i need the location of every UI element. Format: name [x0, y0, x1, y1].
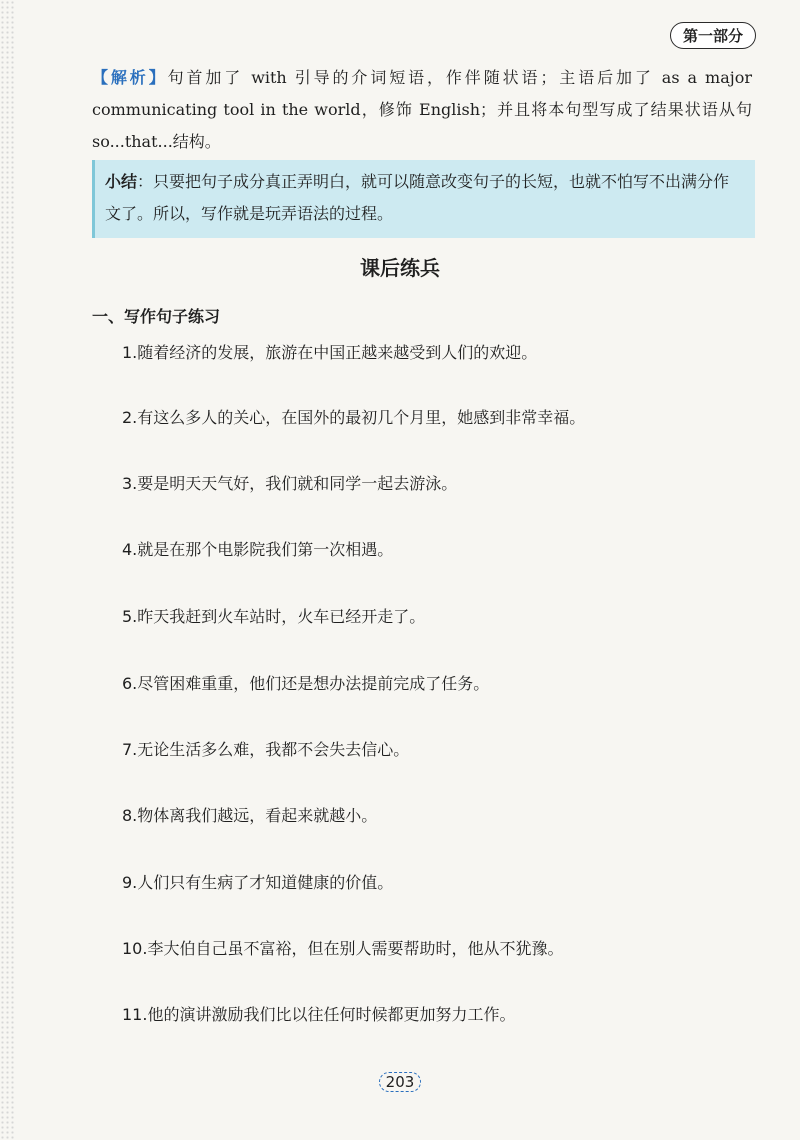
exercise-item-3: 3.要是明天天气好，我们就和同学一起去游泳。 [122, 474, 458, 493]
exercise-item-1: 1.随着经济的发展，旅游在中国正越来越受到人们的欢迎。 [122, 343, 538, 362]
exercise-item-8: 8.物体离我们越远，看起来就越小。 [122, 806, 378, 825]
exercise-subheading: 一、写作句子练习 [92, 307, 221, 326]
page-number [0, 1072, 800, 1092]
exercise-item-11: 11.他的演讲激励我们比以往任何时候都更加努力工作。 [122, 1005, 516, 1024]
exercise-item-7: 7.无论生活多么难，我都不会失去信心。 [122, 740, 410, 759]
exercise-item-6: 6.尽管困难重重，他们还是想办法提前完成了任务。 [122, 674, 490, 693]
practice-title: 课后练兵 [360, 256, 440, 280]
analysis-paragraph [92, 62, 752, 158]
analysis-label: 【解析】 [92, 68, 168, 87]
exercise-item-10: 10.李大伯自己虽不富裕，但在别人需要帮助时，他从不犹豫。 [122, 939, 564, 958]
analysis-text: 句首加了 with 引导的介词短语，作伴随状语；主语后加了 as a major communicating tool in the world，修饰 English；并且将本句型写成了结果状语从句 so...that...结构。 [92, 68, 752, 151]
exercise-item-9: 9.人们只有生病了才知道健康的价值。 [122, 873, 394, 892]
page-number-value: 203 [379, 1072, 422, 1092]
section-tag: 第一部分 [670, 22, 756, 49]
summary-box [92, 160, 755, 238]
summary-text: ：只要把句子成分真正弄明白，就可以随意改变句子的长短，也就不怕写不出满分作文了。所以，写作就是玩弄语法的过程。 [105, 172, 730, 223]
exercise-item-4: 4.就是在那个电影院我们第一次相遇。 [122, 540, 394, 559]
binding-edge [0, 0, 14, 1140]
exercise-item-5: 5.昨天我赶到火车站时，火车已经开走了。 [122, 607, 426, 626]
exercise-item-2: 2.有这么多人的关心，在国外的最初几个月里，她感到非常幸福。 [122, 408, 586, 427]
summary-label: 小结 [105, 172, 138, 191]
